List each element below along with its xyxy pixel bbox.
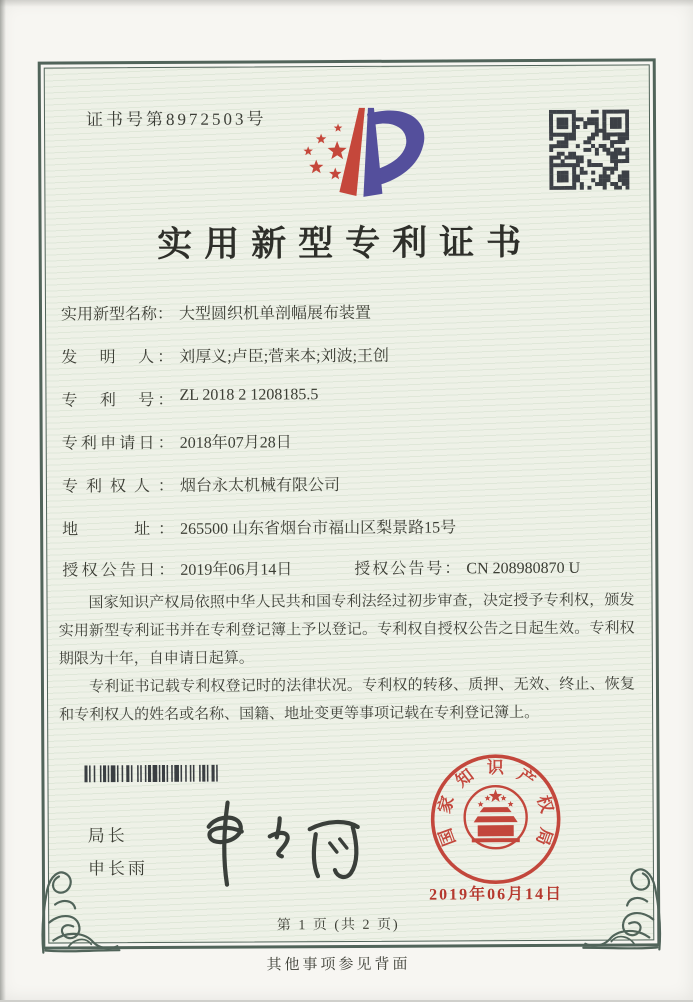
field-value: 大型圆织机单剖幅展布装置 [178, 304, 372, 323]
field-value: 2018年07月28日 [179, 434, 292, 452]
field-value: 刘厚义;卢臣;菅来本;刘波;王创 [179, 347, 390, 366]
emblem-gate-roof-top [480, 807, 512, 812]
paragraph-register-statement: 专利证书记载专利权登记时的法律状况。专利权的转移、质押、无效、终止、恢复和专利权人的姓名或名称、国籍、地址变更等事项记载在专利登记簿上。 [59, 676, 636, 724]
logo-stars [303, 123, 347, 179]
field-utility-name [61, 298, 641, 344]
grant-date: 2019年06月14日 [180, 561, 293, 579]
certificate-title: 实用新型专利证书 [157, 223, 534, 264]
page-number: 第 1 页 (共 2 页) [276, 917, 400, 934]
field-patent-no [61, 384, 641, 430]
field-label: 专利申请日： [61, 434, 174, 453]
field-label: 地 址： [62, 520, 175, 539]
corner-flourish-right [573, 857, 670, 954]
grant-row [62, 554, 642, 580]
svg-text:知: 知 [452, 765, 478, 791]
certificate-number: 证书号第8972503号 [85, 109, 267, 130]
svg-text:家: 家 [434, 793, 458, 816]
director-signature [194, 796, 374, 889]
field-value: ZL 2018 2 1208185.5 [179, 386, 319, 404]
field-label: 发 明 人： [61, 348, 174, 367]
paragraph-grant-statement: 国家知识产权局依照中华人民共和国专利法经过初步审查，决定授予专利权，颁发实用新型专利证书并在专利登记簿上予以登记。专利权自授权公告之日起生效。专利权期限为十年，自申请日起算。 [58, 592, 635, 668]
field-address [62, 513, 642, 559]
legal-paragraphs [58, 586, 635, 729]
field-filing-date [62, 427, 642, 473]
field-label: 专 利 号： [61, 391, 174, 410]
seal-national-emblem [465, 786, 527, 848]
qr-code [549, 110, 629, 190]
grant-no: CN 208980870 U [466, 559, 581, 578]
svg-text:识: 识 [486, 758, 504, 778]
svg-text:局: 局 [532, 825, 556, 848]
director-name: 申长雨 [87, 859, 148, 879]
field-inventors [61, 341, 641, 387]
grant-no-label: 授权公告号： [354, 560, 461, 578]
back-side-note: 其他事项参见背面 [266, 956, 411, 974]
seal-emblem-stars [478, 789, 514, 807]
seal-date: 2019年06月14日 [429, 885, 564, 904]
barcode [84, 764, 268, 782]
svg-text:权: 权 [533, 793, 557, 816]
field-list [61, 298, 642, 559]
emblem-gate-roof [474, 816, 518, 822]
field-value: 265500 山东省烟台市福山区梨景路15号 [180, 519, 457, 538]
field-label: 专利权人： [61, 477, 174, 496]
emblem-gate-base [478, 825, 514, 836]
svg-text:产: 产 [513, 765, 539, 791]
emblem-gate-platform [472, 838, 520, 842]
director-block [88, 819, 148, 885]
director-title: 局长 [87, 826, 128, 846]
field-label: 实用新型名称： [60, 305, 174, 324]
cnipa-logo [281, 98, 438, 207]
logo-p-stem-red [339, 108, 365, 196]
official-seal [425, 749, 566, 890]
svg-text:国: 国 [435, 825, 460, 849]
field-patentee [62, 470, 642, 516]
grant-date-label: 授权公告日： [62, 561, 175, 580]
grant-no-group [354, 560, 580, 578]
field-value: 烟台永太机械有限公司 [179, 477, 340, 495]
